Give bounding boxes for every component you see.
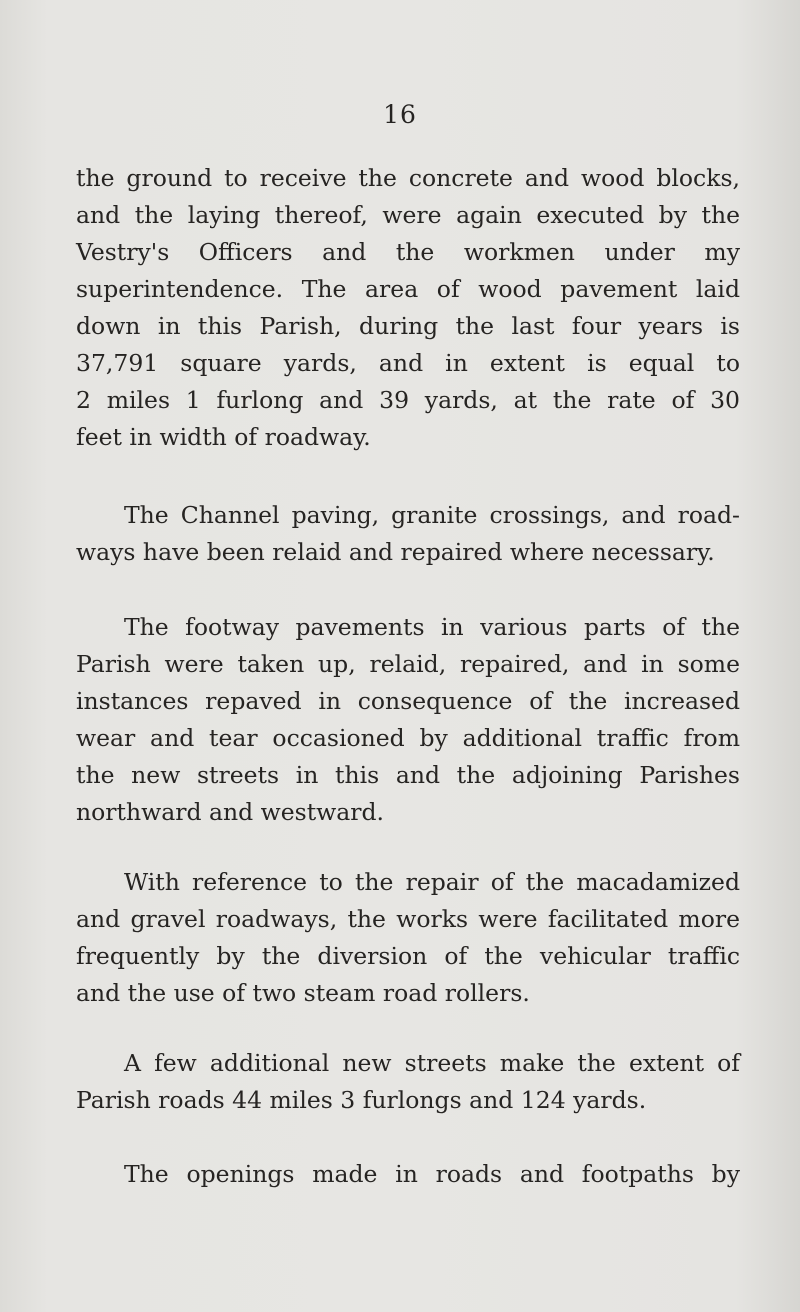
text-line: and the laying thereof, were again executed by the <box>76 201 740 229</box>
text-line: and the use of two steam road rollers. <box>76 979 530 1007</box>
text-line: The Channel paving, granite crossings, and road- <box>124 501 740 529</box>
text-line: The footway pavements in various parts of the <box>124 613 740 641</box>
text-line: A few additional new streets make the extent of <box>124 1049 740 1077</box>
text-line: Parish roads 44 miles 3 furlongs and 124 yards. <box>76 1086 647 1114</box>
text-line: feet in width of roadway. <box>76 423 371 451</box>
paragraph-channel-paving <box>76 497 740 571</box>
text-line: Vestry's Officers and the workmen under my <box>76 238 740 266</box>
paragraph-footway-pavements <box>76 609 740 831</box>
text-line: the new streets in this and the adjoining Parishes <box>76 761 740 789</box>
text-line: instances repaved in consequence of the increased <box>76 687 740 715</box>
text-line: Parish were taken up, relaid, repaired, and in some <box>76 650 740 678</box>
text-line: wear and tear occasioned by additional traffic from <box>76 724 740 752</box>
text-line: With reference to the repair of the macadamized <box>124 868 740 896</box>
text-line: The openings made in roads and footpaths by <box>124 1160 740 1188</box>
text-line: 37,791 square yards, and in extent is equal to <box>76 349 740 377</box>
paragraph-wood-pavement <box>76 160 740 456</box>
text-line: and gravel roadways, the works were facilitated more <box>76 905 740 933</box>
text-line: frequently by the diversion of the vehicular traffic <box>76 942 740 970</box>
text-line: down in this Parish, during the last four years is <box>76 312 740 340</box>
text-line: the ground to receive the concrete and wood blocks, <box>76 164 740 192</box>
paragraph-new-streets <box>76 1045 740 1119</box>
page-number: 16 <box>383 100 417 129</box>
text-line: 2 miles 1 furlong and 39 yards, at the rate of 30 <box>76 386 740 414</box>
paragraph-macadamized-roadways <box>76 864 740 1012</box>
text-line: ways have been relaid and repaired where necessary. <box>76 538 715 566</box>
text-line: superintendence. The area of wood pavement laid <box>76 275 740 303</box>
text-line: northward and westward. <box>76 798 385 826</box>
paragraph-openings <box>76 1156 740 1193</box>
